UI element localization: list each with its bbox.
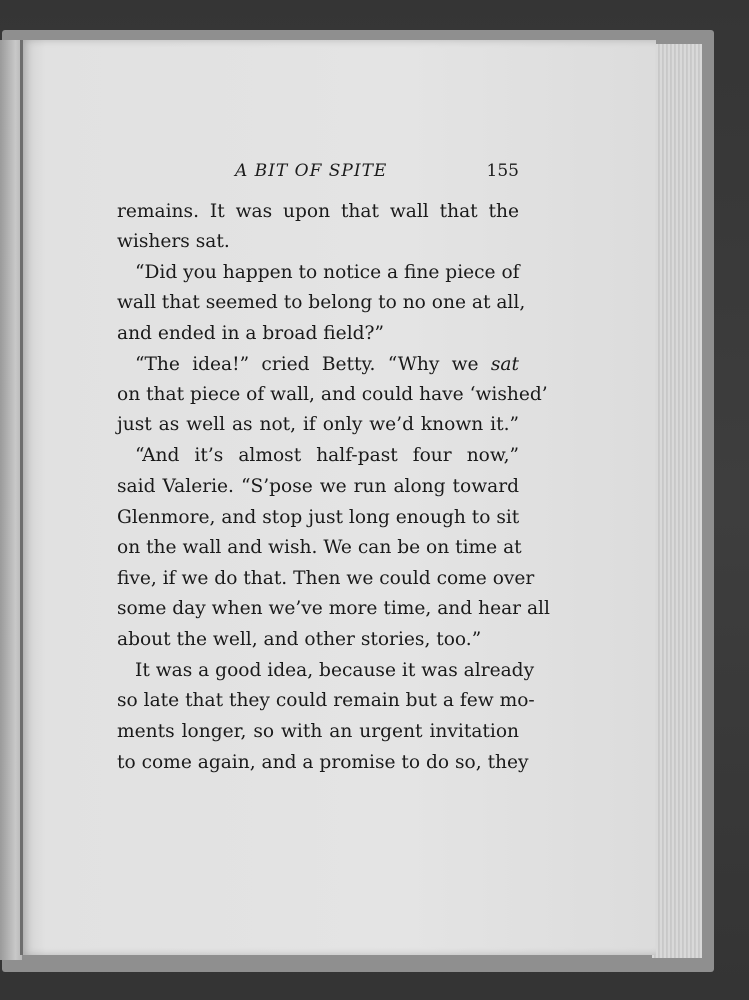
text-line: just as well as not, if only we’d known it.” [117,414,519,435]
text-line: on that piece of wall, and could have ‘wished’ [117,384,548,405]
text-line: It was a good idea, because it was already [135,660,535,681]
text-line: “And it’s almost half-past four now,” [135,445,519,466]
text-line: “Did you happen to notice a fine piece of [135,262,520,283]
page-edges [652,44,702,958]
text-line: wishers sat. [117,231,230,252]
text-line: about the well, and other stories, too.” [117,629,482,650]
left-page-edge [0,40,22,960]
text-line: on the wall and wish. We can be on time at [117,537,522,558]
text-line: remains. It was upon that wall that the [117,201,519,222]
page-number: 155 [486,161,519,181]
text-line: ments longer, so with an urgent invitation [117,721,519,742]
text-line [117,350,519,380]
text-line: wall that seemed to belong to no one at all, [117,292,526,313]
text-fragment: “The idea!” cried Betty. “Why we [135,354,479,375]
text-line: some day when we’ve more time, and hear all [117,598,550,619]
text-line: Glenmore, and stop just long enough to sit [117,507,520,528]
text-line: and ended in a broad field?” [117,323,385,344]
gutter [20,40,23,955]
page-header [117,160,519,184]
text-line: five, if we do that. Then we could come over [117,568,535,589]
running-head: A BIT OF SPITE [235,161,388,181]
italic-word: sat [490,354,519,375]
text-line: so late that they could remain but a few mo- [117,690,535,711]
text-line: to come again, and a promise to do so, they [117,752,529,773]
text-line: said Valerie. “S’pose we run along toward [117,476,519,497]
